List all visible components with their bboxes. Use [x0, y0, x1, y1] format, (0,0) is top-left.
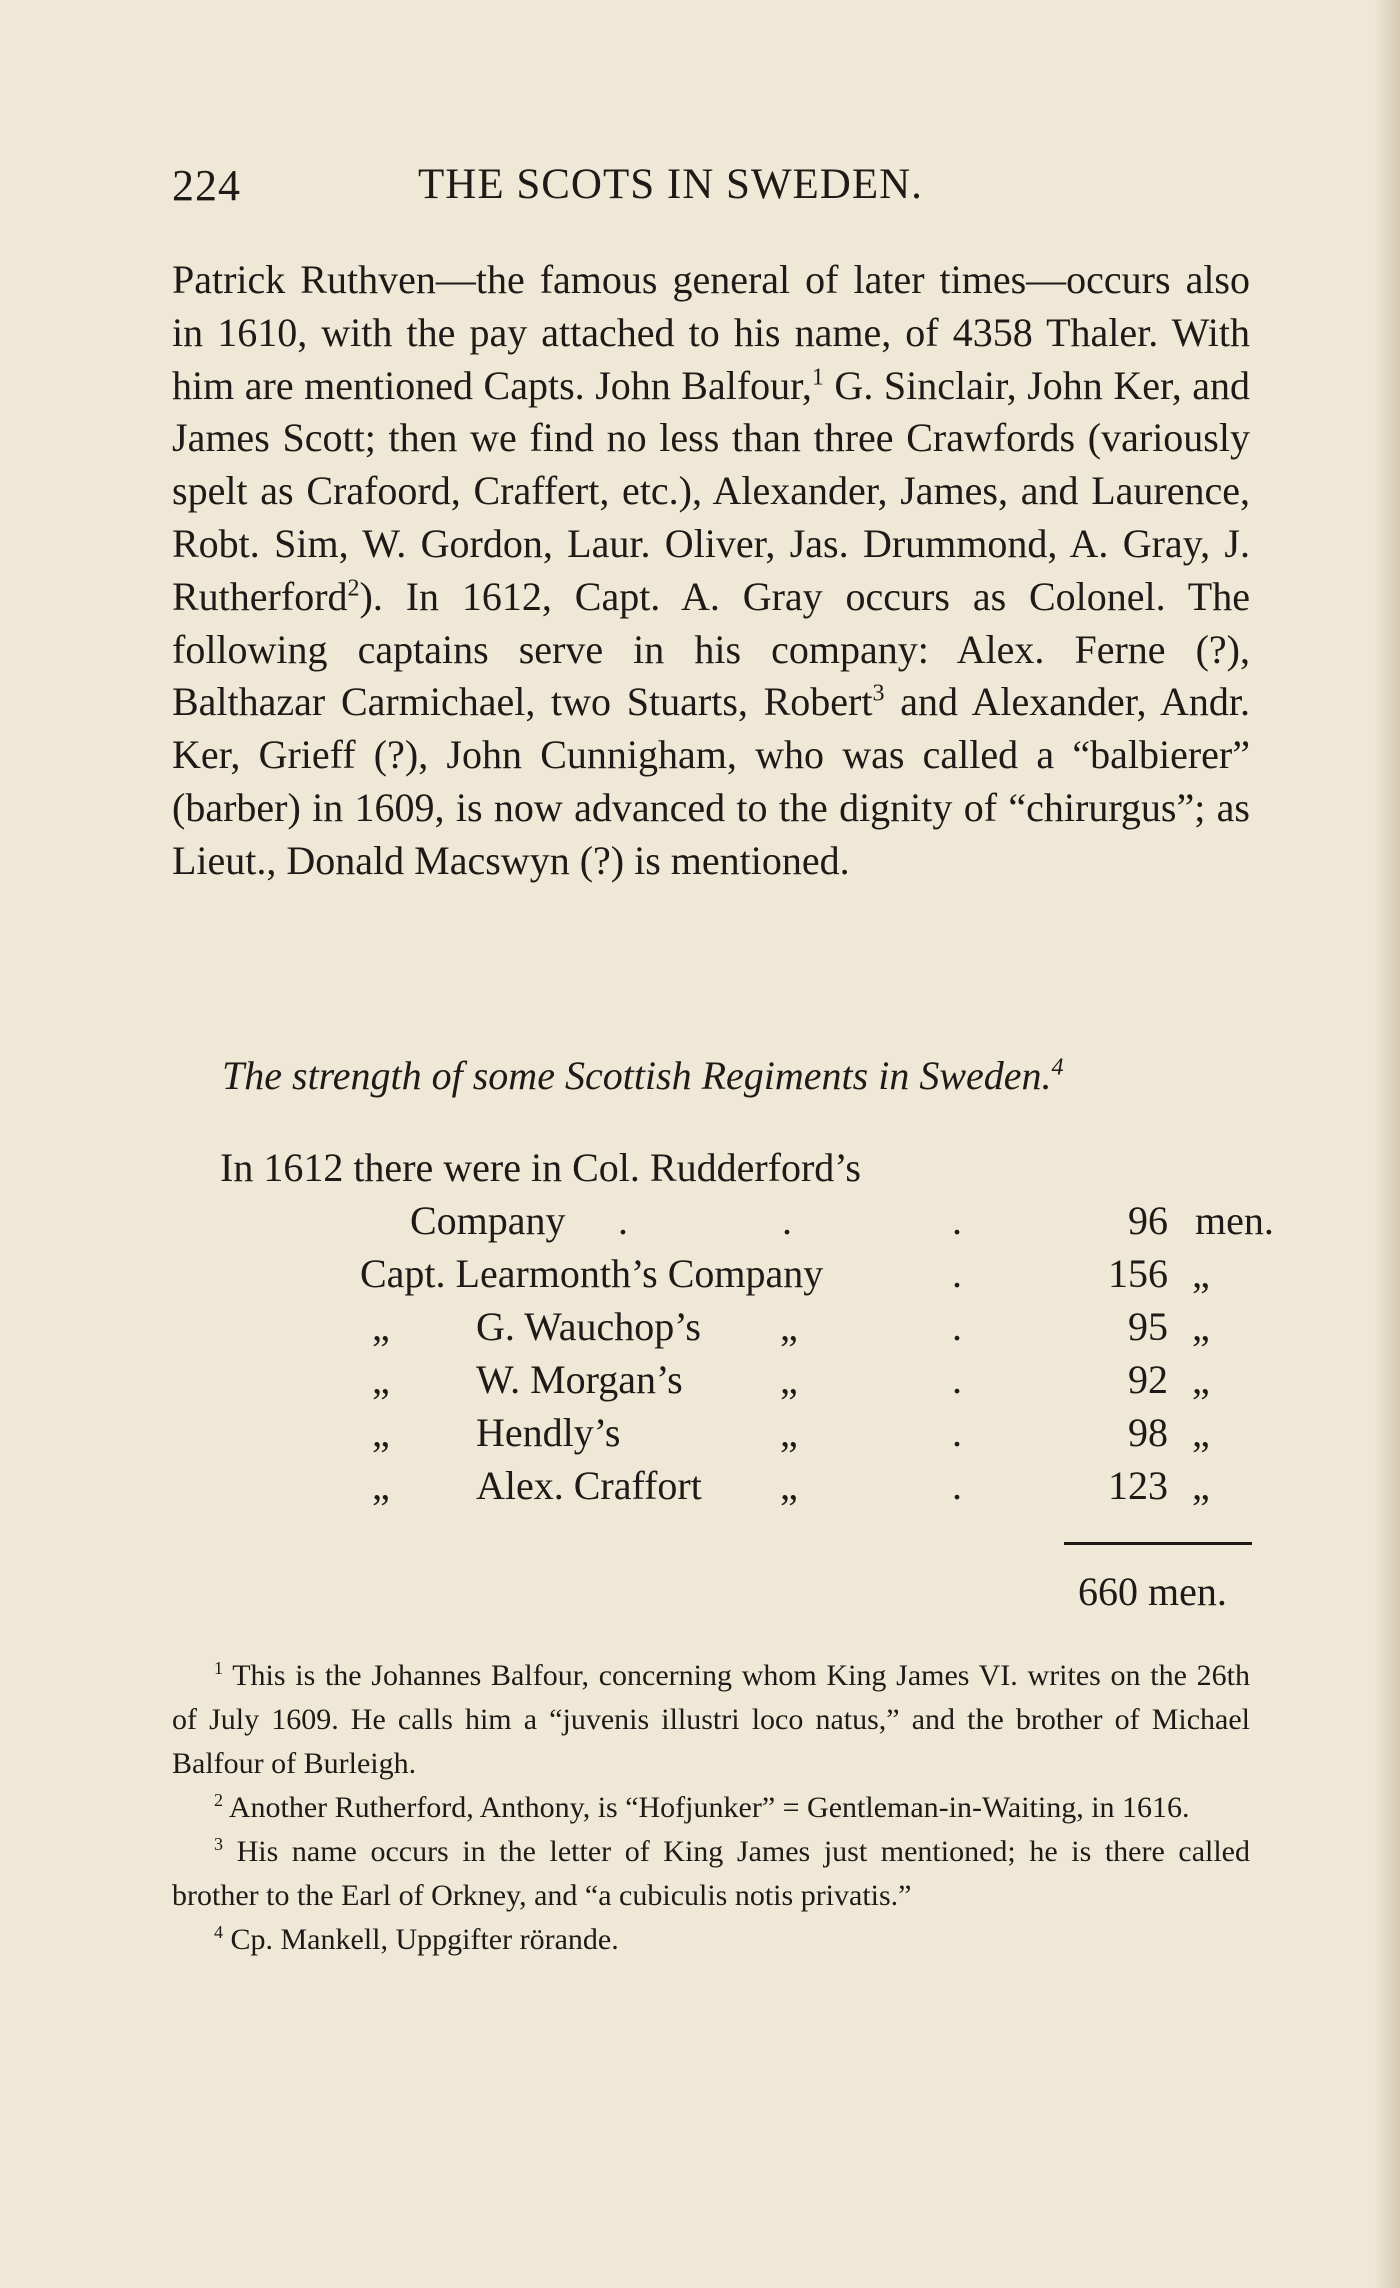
ditto-mark: „ — [372, 1357, 390, 1402]
ditto-mark: „ — [780, 1304, 798, 1349]
leader-dot: . — [952, 1357, 962, 1402]
leader-dot: . — [952, 1410, 962, 1455]
footnote-text: This is the Johannes Balfour, concerning whom King James VI. writes on the 26th of July 1609. He calls him a “juvenis illustri loco natus,” and the brother of Michael Balfour of Burleigh. — [172, 1659, 1250, 1780]
running-title: THE SCOTS IN SWEDEN. — [418, 161, 923, 208]
row-label: G. Wauchop’s — [476, 1304, 701, 1349]
footnote — [172, 1830, 1250, 1918]
ditto-mark: „ — [780, 1410, 798, 1455]
table-title — [222, 1052, 1222, 1099]
paragraph-text — [172, 254, 1250, 888]
footnote-mark: 1 — [214, 1658, 223, 1678]
row-unit: „ — [1192, 1357, 1210, 1402]
table-total: 660 men. — [1078, 1569, 1227, 1614]
row-value: 156 — [1108, 1251, 1168, 1296]
footnote-ref-3: 3 — [872, 681, 885, 708]
footnote-text: His name occurs in the letter of King James just mentioned; he is there called brother to the Earl of Orkney, and “a cubiculis notis privatis.” — [172, 1835, 1251, 1912]
footnote-text: Cp. Mankell, Uppgifter rörande. — [230, 1923, 619, 1956]
regiment-table — [0, 1197, 1400, 1515]
footnote — [172, 1918, 1250, 1962]
row-unit: men. — [1195, 1198, 1274, 1243]
row-label: W. Morgan’s — [476, 1357, 683, 1402]
table-row — [0, 1356, 1400, 1409]
ditto-mark: „ — [372, 1410, 390, 1455]
table-intro: In 1612 there were in Col. Rudderford’s — [220, 1145, 861, 1190]
row-unit: „ — [1192, 1304, 1210, 1349]
row-unit: „ — [1192, 1251, 1210, 1296]
footnote-ref-1: 1 — [811, 364, 824, 391]
row-value: 96 — [1128, 1198, 1168, 1243]
leader-dot: . — [952, 1304, 962, 1349]
ditto-mark: „ — [780, 1357, 798, 1402]
page-edge-shadow — [1374, 0, 1400, 2288]
row-label: Company — [410, 1198, 566, 1243]
footnote-text: Another Rutherford, Anthony, is “Hofjunker” = Gentleman-in-Waiting, in 1616. — [228, 1791, 1190, 1824]
table-row — [0, 1303, 1400, 1356]
body-paragraph — [172, 254, 1250, 888]
footnote-mark: 2 — [214, 1790, 223, 1810]
table-row — [0, 1197, 1400, 1250]
footnote-mark: 3 — [214, 1834, 223, 1854]
row-value: 98 — [1128, 1410, 1168, 1455]
leader-dot: . — [952, 1251, 962, 1296]
ditto-mark: „ — [372, 1463, 390, 1508]
row-value: 95 — [1128, 1304, 1168, 1349]
leader-dot: . — [952, 1198, 962, 1243]
table-row — [0, 1250, 1400, 1303]
row-label: Alex. Craffort — [476, 1463, 702, 1508]
table-row — [0, 1409, 1400, 1462]
footnote-ref-4: 4 — [1051, 1054, 1064, 1081]
page-header — [172, 160, 1252, 220]
table-title-text: The strength of some Scottish Regiments in Sweden. — [222, 1053, 1052, 1098]
total-rule — [1064, 1542, 1252, 1545]
table-row — [0, 1462, 1400, 1515]
text-run: G. Sinclair, John Ker, and James Scott; then we find no less than three Crawfords (variously spelt as Crafoord, Craffert, etc.), Alexander, James, and Laurence, Robt. Sim, W. Gordon, Laur. Oliver, Jas. Drummond, A. Gray, J. Rutherford — [172, 362, 1250, 619]
footnotes — [172, 1654, 1250, 1962]
row-unit: „ — [1192, 1463, 1210, 1508]
row-value: 92 — [1128, 1357, 1168, 1402]
footnote — [172, 1654, 1250, 1786]
row-label: Capt. Learmonth’s Company — [360, 1251, 824, 1296]
text-run: ). In 1612, Capt. A. Gray occurs as Colonel. The following captains serve in his company: Alex. Ferne (?), Balthazar Carmichael, two Stuarts, Robert — [172, 573, 1250, 725]
footnote-mark: 4 — [214, 1922, 223, 1942]
ditto-mark: „ — [372, 1304, 390, 1349]
row-unit: „ — [1192, 1410, 1210, 1455]
footnote-ref-2: 2 — [347, 575, 360, 602]
row-value: 123 — [1108, 1463, 1168, 1508]
page-number: 224 — [172, 161, 241, 210]
leader-dot: . — [952, 1463, 962, 1508]
ditto-mark: „ — [780, 1463, 798, 1508]
text-run: and Alexander, Andr. Ker, Grieff (?), John Cunnigham, who was called a “balbierer” (barber) in 1609, is now advanced to the dignity of “chirurgus”; as Lieut., Donald Macswyn (?) is mentioned. — [172, 679, 1251, 883]
row-label: Hendly’s — [476, 1410, 621, 1455]
leader-dot: . — [782, 1198, 792, 1243]
footnote — [172, 1786, 1250, 1830]
leader-dot: . — [618, 1198, 628, 1243]
text-run: Patrick Ruthven—the famous general of later times—occurs also in 1610, with the pay attached to his name, of 4358 Thaler. With him are mentioned Capts. John Balfour, — [172, 257, 1250, 408]
